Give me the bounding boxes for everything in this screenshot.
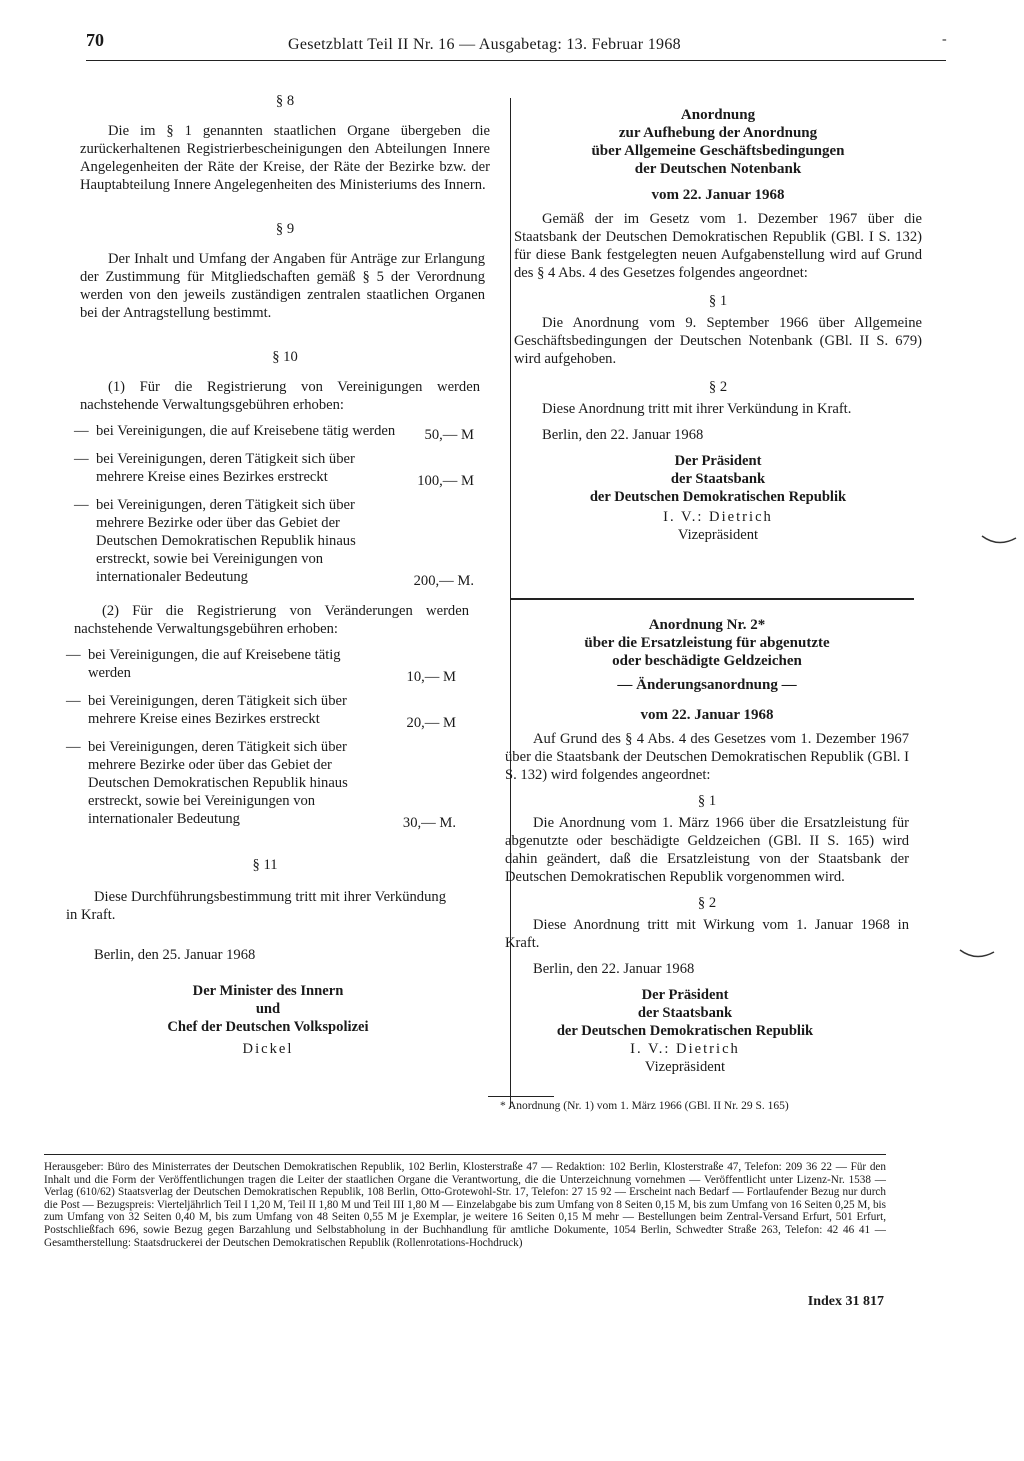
signature-line: der Deutschen Demokratischen Republik: [556, 1023, 814, 1039]
order-title: — Änderungsanordnung —: [617, 677, 797, 693]
signature-role: Vizepräsident: [644, 1059, 726, 1075]
section-1-heading: § 1: [708, 293, 728, 309]
section-1-heading: § 1: [697, 793, 717, 809]
signature-line: der Deutschen Demokratischen Republik: [589, 489, 847, 505]
page-number: 70: [86, 30, 104, 50]
fee-amount: 200,— M.: [413, 573, 474, 589]
section-10-heading: § 10: [272, 349, 298, 365]
order-title: Anordnung: [680, 107, 756, 123]
order-title: zur Aufhebung der Anordnung: [618, 125, 818, 141]
fee-amount: 20,— M: [406, 715, 456, 731]
section-8-text: Die im § 1 genannten staatlichen Organe übergeben die zurückerhaltenen Registrierbescheinigungen den Abteilungen Innere Angelegenheiten der Räte der Kreise, der Räte der Bezirke bzw. der Hauptabteilung Innere Angelegenheiten des Ministeriums des Innern.: [80, 123, 490, 193]
place-date: Berlin, den 22. Januar 1968: [542, 427, 704, 443]
fee-list-changes: [66, 646, 456, 831]
signature-name: I. V.: Dietrich: [630, 1041, 740, 1057]
place-date: Berlin, den 22. Januar 1968: [533, 961, 695, 977]
imprint-rule: [44, 1154, 886, 1155]
left-column: [66, 92, 490, 1058]
order-title: der Deutschen Notenbank: [634, 161, 802, 177]
fee-text: bei Vereinigungen, die auf Kreisebene tätig werden: [88, 647, 341, 681]
margin-pencil-mark: [958, 946, 998, 966]
imprint-text: Herausgeber: Büro des Ministerrates der Deutschen Demokratischen Republik, 102 Berlin, Klosterstraße 47 — Redaktion: 102 Berlin, Klosterstraße 47, Telefon: 209 36 22 — Für den Inhalt und die Form der Veröffentlichungen tragen die Leiter der staatlichen Organe die Verantwortung, die die Unterzeichnung vornehmen — Veröffentlicht unter Lizenz-Nr. 1538 — Verlag (610/62) Staatsverlag der Deutschen Demokratischen Republik, 108 Berlin, Otto-Grotewohl-Str. 17, Telefon: 27 15 92 — Erscheint nach Bedarf — Fortlaufender Bezug nur durch die Post — Bezugspreis: Vierteljährlich Teil I 1,20 M, Teil II 1,80 M und Teil III 1,80 M — Einzelabgabe bis zum Umfang von 8 Seiten 0,15 M, bis zum Umfang von 16 Seiten 0,25 M, bis zum Umfang von 32 Seiten 0,40 M, bis zum Umfang von 48 Seiten 0,55 M je Exemplar, je weitere 16 Seiten 0,15 M mehr — Bestellungen beim Zentral-Versand Erfurt, 501 Erfurt, Postschließfach 696, sowie Bezug gegen Barzahlung und Selbstabholung in der Buchhandlung für amtliche Dokumente, 1054 Berlin, Schwedter Straße 263, Telefon: 42 46 41 — Gesamtherstellung: Staatsdruckerei der Deutschen Demokratischen Republik (Rollenrotations-Hochdruck): [44, 1161, 886, 1249]
section-2-heading: § 2: [708, 379, 728, 395]
order-intro: Gemäß der im Gesetz vom 1. Dezember 1967 über die Staatsbank der Deutschen Demokratischen Republik (GBl. I S. 132) für diese Bank festgelegten neuen Aufgabenstellung wird auf Grund des § 4 Abs. 4 des Gesetzes folgendes angeordnet:: [514, 211, 922, 281]
fee-item: [74, 422, 474, 443]
signature-line: der Staatsbank: [637, 1005, 733, 1021]
right-column-order-1: [514, 106, 922, 544]
place-date: Berlin, den 25. Januar 1968: [94, 947, 256, 963]
section-10-para-2: (2) Für die Registrierung von Veränderungen werden nachstehende Verwaltungsgebühren erhoben:: [74, 603, 469, 637]
section-2-text: Diese Anordnung tritt mit ihrer Verkündung in Kraft.: [542, 401, 852, 417]
signature-line: der Staatsbank: [670, 471, 766, 487]
section-1-text: Die Anordnung vom 1. März 1966 über die Ersatzleistung für abgenutzte oder beschädigte Geldzeichen (GBl. II S. 165) wird dahin geändert, daß die Ersatzleistung von der Staatsbank der Deutschen Demokratischen Republik vorgenommen wird.: [505, 815, 909, 885]
section-2-heading: § 2: [697, 895, 717, 911]
fee-item: [66, 738, 456, 831]
fee-dash: —: [74, 497, 89, 513]
signature-line: Chef der Deutschen Volkspolizei: [167, 1019, 369, 1035]
header-rule: [86, 60, 946, 61]
signature-block: [98, 982, 438, 1058]
order-date: vom 22. Januar 1968: [651, 187, 785, 203]
footnote-rule: [488, 1096, 554, 1097]
fee-list-registration: [74, 422, 474, 589]
fee-amount: 10,— M: [406, 669, 456, 685]
signature-block: [514, 452, 922, 544]
order-intro: Auf Grund des § 4 Abs. 4 des Gesetzes vom 1. Dezember 1967 über die Staatsbank der Deutschen Demokratischen Republik (GBl. I S. 132) wird folgendes angeordnet:: [505, 731, 909, 783]
signature-block: [505, 986, 865, 1076]
section-10-para-1: (1) Für die Registrierung von Vereinigungen werden nachstehende Verwaltungsgebühren erhoben:: [80, 379, 480, 413]
fee-text: bei Vereinigungen, deren Tätigkeit sich über mehrere Kreise eines Bezirkes erstreckt: [96, 451, 355, 485]
signature-line: und: [255, 1001, 281, 1017]
section-11-heading: § 11: [252, 857, 278, 873]
order-title: über Allgemeine Geschäftsbedingungen: [591, 143, 845, 159]
fee-dash: —: [66, 647, 81, 663]
section-9-text: Der Inhalt und Umfang der Angaben für Anträge zur Erlangung der Zustimmung für Mitgliedschaften gemäß § 5 der Verordnung werden von den jeweils zuständigen zentralen staatlichen Organen bei der Antragstellung bestimmt.: [80, 251, 485, 321]
section-1-text: Die Anordnung vom 9. September 1966 über Allgemeine Geschäftsbedingungen der Deutschen Notenbank (GBl. II S. 679) wird aufgehoben.: [514, 315, 922, 367]
right-column-order-2: [505, 616, 909, 1076]
footnote: * Anordnung (Nr. 1) vom 1. März 1966 (GBl. II Nr. 29 S. 165): [500, 1100, 789, 1112]
section-9-heading: § 9: [275, 221, 295, 237]
fee-text: bei Vereinigungen, deren Tätigkeit sich über mehrere Bezirke oder über das Gebiet der Deutschen Demokratischen Republik hinaus erstreckt, sowie bei Vereinigungen von internationaler Bedeutung: [96, 497, 356, 585]
signature-line: Der Präsident: [674, 453, 762, 469]
section-8-heading: § 8: [275, 93, 295, 109]
fee-item: [74, 496, 474, 589]
corner-mark: -: [942, 32, 947, 47]
fee-text: bei Vereinigungen, deren Tätigkeit sich über mehrere Bezirke oder über das Gebiet der Deutschen Demokratischen Republik hinaus erstreckt, sowie bei Vereinigungen von internationaler Bedeutung: [88, 739, 348, 827]
order-title: über die Ersatzleistung für abgenutzte: [584, 635, 830, 651]
section-2-text: Diese Anordnung tritt mit Wirkung vom 1. Januar 1968 in Kraft.: [505, 917, 909, 951]
section-rule: [510, 598, 914, 600]
fee-dash: —: [74, 423, 89, 439]
signature-line: Der Präsident: [641, 987, 729, 1003]
fee-amount: 50,— M: [424, 427, 474, 443]
signature-name: Dickel: [242, 1041, 294, 1057]
order-title: Anordnung Nr. 2*: [648, 617, 766, 633]
fee-text: bei Vereinigungen, die auf Kreisebene tätig werden: [96, 423, 396, 439]
fee-text: bei Vereinigungen, deren Tätigkeit sich über mehrere Kreise eines Bezirkes erstreckt: [88, 693, 347, 727]
fee-amount: 30,— M.: [402, 815, 456, 831]
fee-item: [74, 450, 474, 489]
fee-amount: 100,— M: [417, 473, 474, 489]
fee-item: [66, 692, 456, 731]
fee-dash: —: [66, 739, 81, 755]
margin-pencil-mark: [980, 532, 1020, 552]
signature-role: Vizepräsident: [677, 527, 759, 543]
index-number: Index 31 817: [807, 1294, 884, 1309]
signature-line: Der Minister des Innern: [192, 983, 344, 999]
fee-dash: —: [74, 451, 89, 467]
signature-name: I. V.: Dietrich: [663, 509, 773, 525]
order-title: oder beschädigte Geldzeichen: [612, 653, 802, 669]
section-11-text: Diese Durchführungsbestimmung tritt mit ihrer Verkündung in Kraft.: [66, 889, 446, 923]
fee-item: [66, 646, 456, 685]
order-date: vom 22. Januar 1968: [640, 707, 774, 723]
fee-dash: —: [66, 693, 81, 709]
running-title: Gesetzblatt Teil II Nr. 16 — Ausgabetag: 13. Februar 1968: [288, 36, 681, 53]
